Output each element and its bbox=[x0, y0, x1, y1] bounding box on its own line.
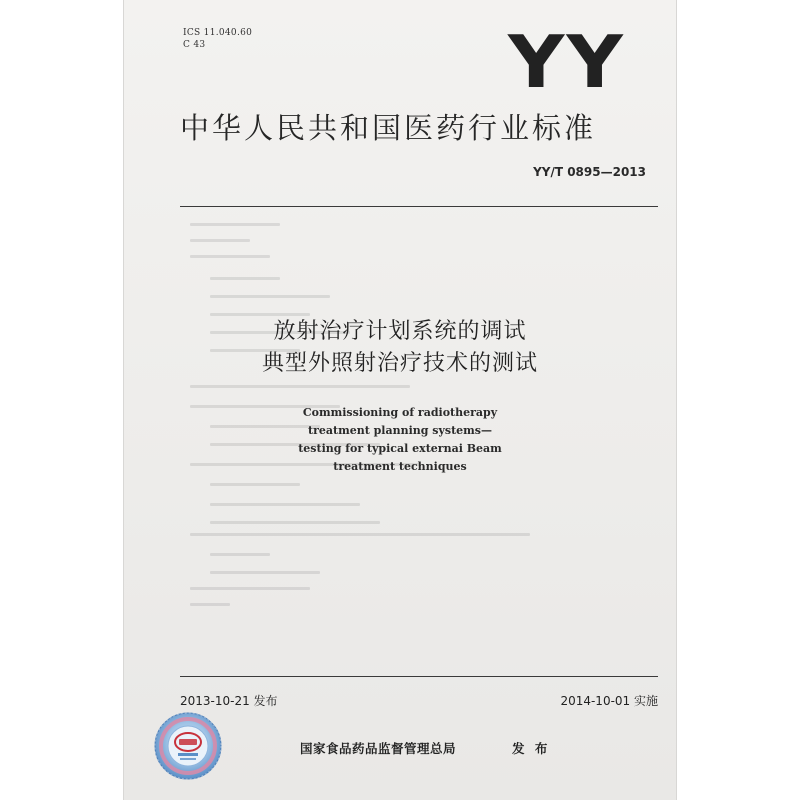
classification-codes bbox=[183, 27, 252, 51]
english-title-line-4: treatment techniques bbox=[333, 460, 467, 473]
organization-title: 中华人民共和国医药行业标准 bbox=[180, 111, 597, 145]
standard-code: YY/T 0895—2013 bbox=[533, 165, 646, 179]
ccs-code: C 43 bbox=[183, 40, 206, 50]
ics-code: ICS 11.040.60 bbox=[183, 28, 253, 38]
english-title-line-1: Commissioning of radiotherapy bbox=[302, 406, 498, 419]
chinese-title bbox=[124, 316, 676, 380]
english-title-line-3: testing for typical externai Beam bbox=[298, 442, 502, 455]
chinese-title-line-1: 放射治疗计划系统的调试 bbox=[273, 319, 527, 344]
issue-date: 2013-10-21 发布 bbox=[180, 694, 278, 708]
bottom-divider bbox=[180, 676, 658, 677]
publisher-name: 国家食品药品监督管理总局 bbox=[300, 741, 457, 756]
implementation-date: 2014-10-01 实施 bbox=[560, 694, 658, 708]
chinese-title-line-2: 典型外照射治疗技术的测试 bbox=[261, 351, 538, 376]
publish-label: 发 布 bbox=[512, 741, 551, 756]
category-mark: YY bbox=[508, 20, 625, 104]
english-title bbox=[124, 404, 676, 476]
anti-counterfeit-seal-icon bbox=[153, 711, 223, 781]
english-title-line-2: treatment planning systems— bbox=[307, 424, 492, 437]
top-divider bbox=[180, 206, 658, 207]
